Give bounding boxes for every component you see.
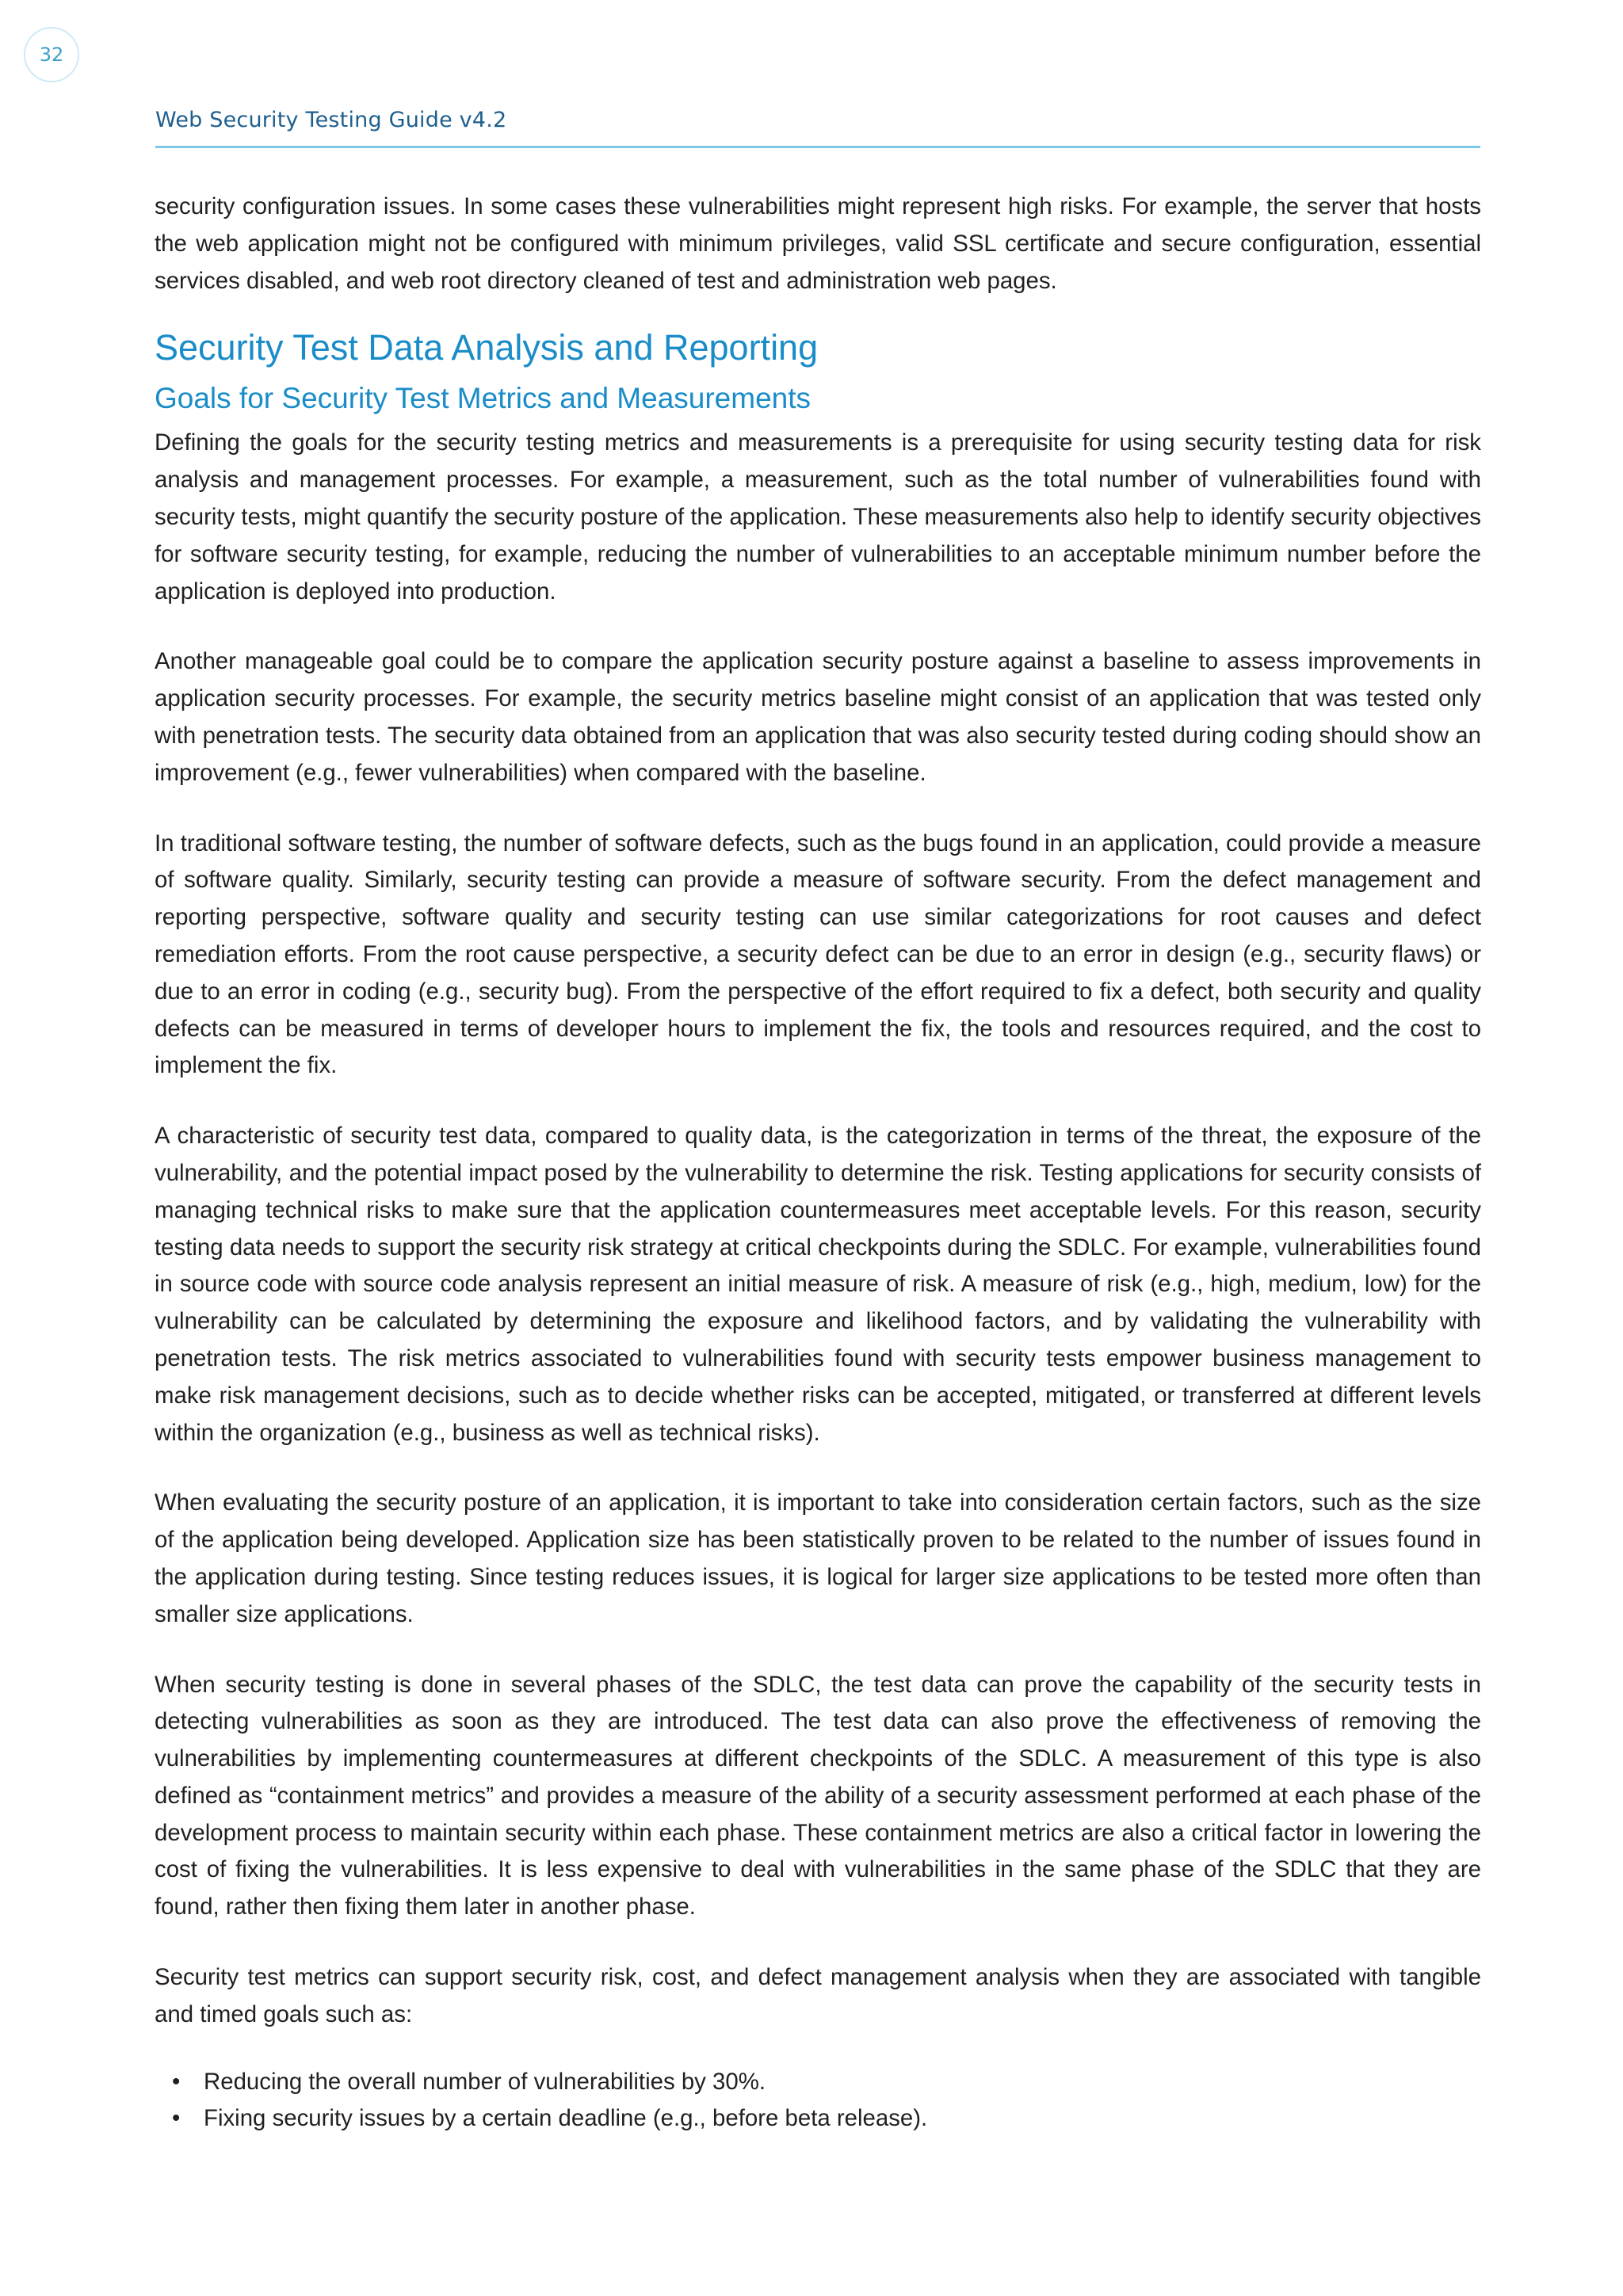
page-body xyxy=(155,189,1481,2138)
list-item xyxy=(155,2064,1481,2101)
bullet-icon: • xyxy=(172,2068,181,2095)
body-paragraph: In traditional software testing, the number of software defects, such as the bugs found in an application, could provide a measure of software quality. Similarly, security testing can provide a measure of software security. From the defect management and reporting perspective, software quality and security testing can use similar categorizations for root causes and defect remediation efforts. From the root cause perspective, a security defect can be due to an error in design (e.g., security flaws) or due to an error in coding (e.g., security bug). From the perspective of the effort required to fix a defect, both security and quality defects can be measured in terms of developer hours to implement the fix, the tools and resources required, and the cost to implement the fix. xyxy=(155,830,1481,1079)
intro-paragraph: security configuration issues. In some cases these vulnerabilities might represent high risks. For example, the server that hosts the web application might not be configured with minimum privileges, valid SSL certificate and secure configuration, essential services disabled, and web root directory cleaned of test and administration web pages. xyxy=(155,193,1481,294)
body-paragraph: When evaluating the security posture of an application, it is important to take into consideration certain factors, such as the size of the application being developed. Application size has been statistically proven to be related to the number of issues found in the application during testing. Since testing reduces issues, it is logical for larger size applications to be tested more often than smaller size applications. xyxy=(155,1489,1481,1627)
list-item xyxy=(155,2100,1481,2138)
list-item-text: Fixing security issues by a certain deadline (e.g., before beta release). xyxy=(204,2105,928,2132)
header-divider xyxy=(155,146,1480,148)
body-paragraph: Defining the goals for the security testing metrics and measurements is a prerequisite for using security testing data for risk analysis and management processes. For example, a measurement, such as the total number of vulnerabilities found with security tests, might quantify the security posture of the application. These measurements also help to identify security objectives for software security testing, for example, reducing the number of vulnerabilities to an acceptable minimum number before the application is deployed into production. xyxy=(155,429,1481,605)
body-paragraph: Security test metrics can support security risk, cost, and defect management analysis when they are associated with tangible and timed goals such as: xyxy=(155,1964,1481,2027)
body-paragraph: A characteristic of security test data, compared to quality data, is the categorization in terms of the threat, the exposure of the vulnerability, and the potential impact posed by the vulnerability to determine the risk. Testing applications for security consists of managing technical risks to make sure that the application countermeasures meet acceptable levels. For this reason, security testing data needs to support the security risk strategy at critical checkpoints during the SDLC. For example, vulnerabilities found in source code with source code analysis represent an initial measure of risk. A measure of risk (e.g., high, medium, low) for the vulnerability can be calculated by determining the exposure and likelihood factors, and by validating the vulnerability with penetration tests. The risk metrics associated to vulnerabilities found with security tests empower business management to make risk management decisions, such as to decide whether risks can be accepted, mitigated, or transferred at different levels within the organization (e.g., business as well as technical risks). xyxy=(155,1123,1481,1446)
page-number-badge xyxy=(24,27,79,82)
subsection-title: Goals for Security Test Metrics and Measurements xyxy=(155,382,812,415)
running-header-title: Web Security Testing Guide v4.2 xyxy=(155,108,507,132)
goals-list xyxy=(155,2064,1481,2138)
list-item-text: Reducing the overall number of vulnerabilities by 30%. xyxy=(204,2068,766,2095)
page-number: 32 xyxy=(39,44,64,66)
section-title: Security Test Data Analysis and Reporting xyxy=(155,327,819,368)
body-paragraph: When security testing is done in several phases of the SDLC, the test data can prove the capability of the security tests in detecting vulnerabilities as soon as they are introduced. The test data can also prove the effectiveness of removing the vulnerabilities by implementing countermeasures at different checkpoints of the SDLC. A measurement of this type is also defined as “containment metrics” and provides a measure of the ability of a security assessment performed at each phase of the development process to maintain security within each phase. These containment metrics are also a critical factor in lowering the cost of fixing the vulnerabilities. It is less expensive to deal with vulnerabilities in the same phase of the SDLC that they are found, rather then fixing them later in another phase. xyxy=(155,1671,1481,1920)
bullet-icon: • xyxy=(172,2105,181,2132)
body-paragraph: Another manageable goal could be to compare the application security posture against a baseline to assess improvements in application security processes. For example, the security metrics baseline might consist of an application that was tested only with penetration tests. The security data obtained from an application that was also security tested during coding should show an improvement (e.g., fewer vulnerabilities) when compared with the baseline. xyxy=(155,648,1481,786)
